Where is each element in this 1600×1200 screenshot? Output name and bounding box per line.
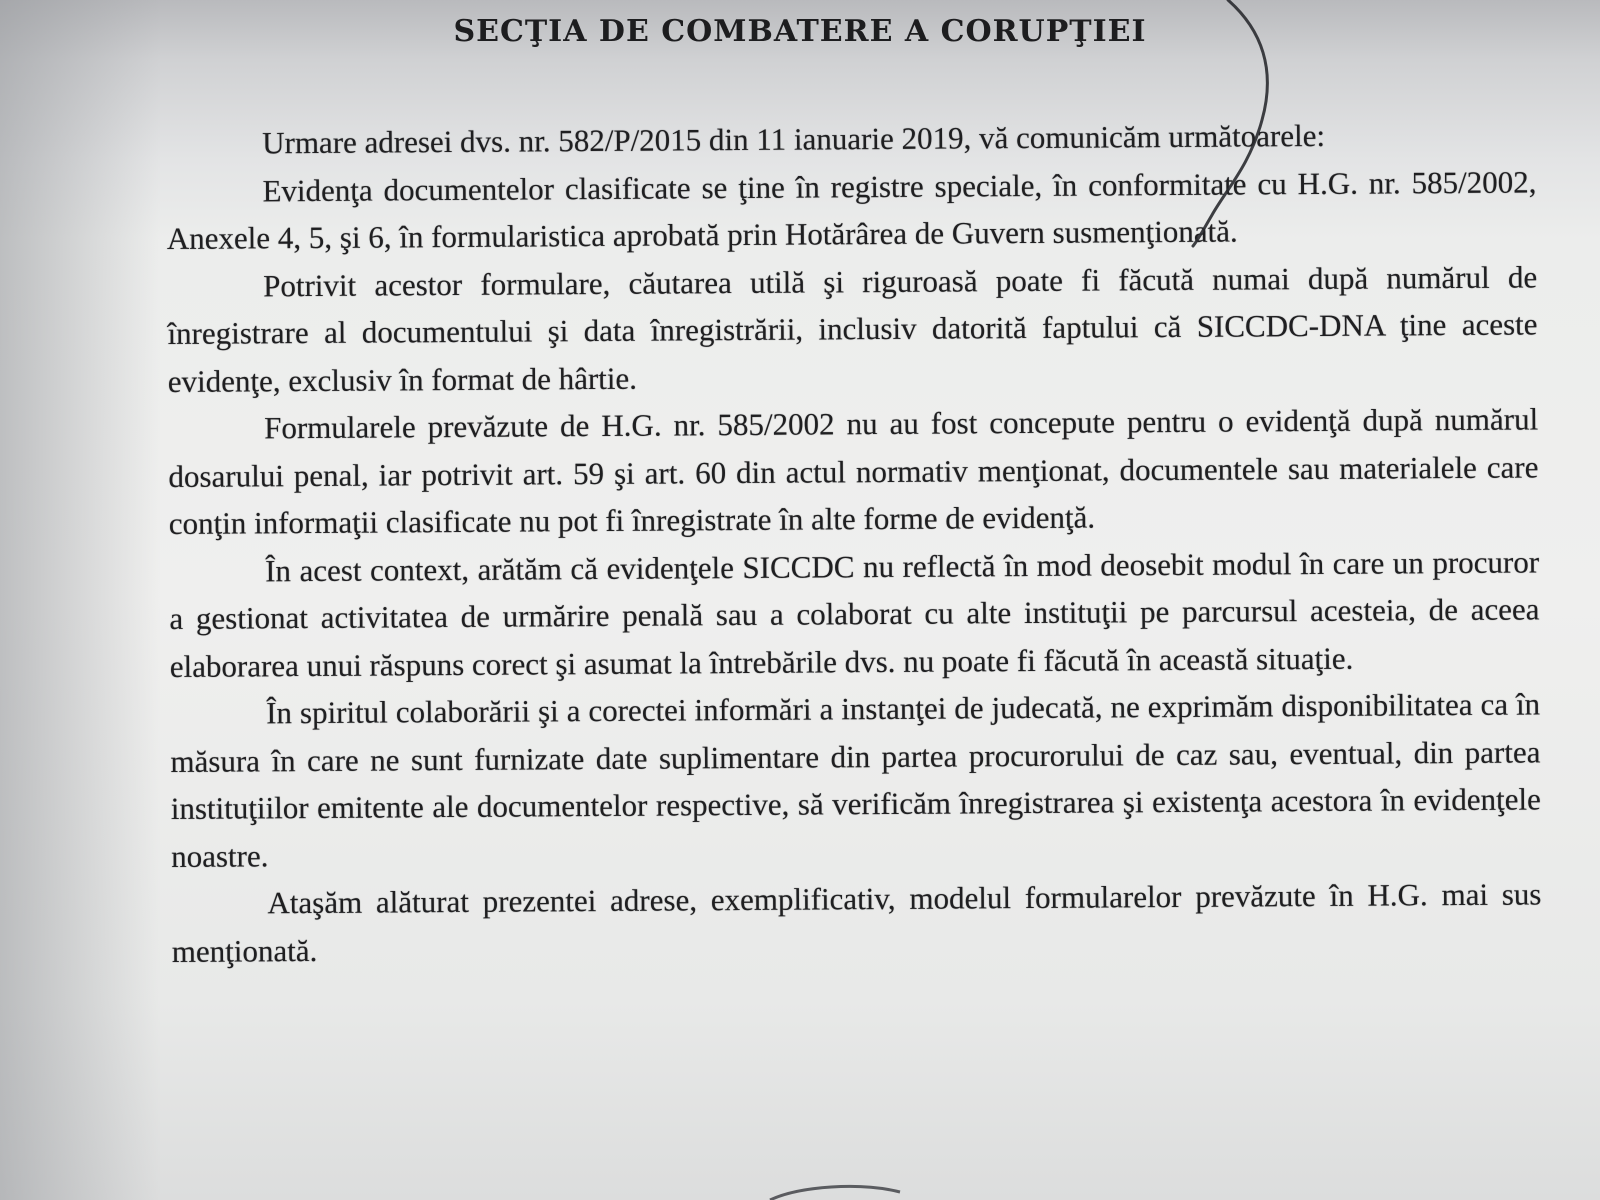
document-body — [166, 110, 1542, 975]
scan-shadow — [0, 0, 160, 1200]
paragraph-forms: Formularele prevăzute de H.G. nr. 585/2002 nu au fost concepute pentru o evidenţă după numărul dosarului penal, iar potrivit art. 59 şi art. 60 din actul normativ menţionat, documentele sau materialele care conţin informaţii clasificate nu pot fi înregistrate în alte forme de evidenţă. — [168, 401, 1539, 541]
paragraph-context: În acest context, arătăm că evidenţele SICCDC nu reflectă în mod deosebit modul în care un procuror a gestionat activitatea de urmărire penală sau a colaborat cu alte instituţii pe parcursul acesteia, de aceea elaborarea unui răspuns corect şi asumat la întrebările dvs. nu poate fi făcută în această situaţie. — [169, 543, 1540, 684]
paragraph-search: Potrivit acestor formulare, căutarea utilă şi riguroasă poate fi făcută numai după numărul de înregistrare al documentului şi data înregistrării, inclusiv datorită faptului că SICCDC-DNA ţine aceste evidenţe, exclusiv în format de hârtie. — [167, 258, 1538, 399]
paragraph-registry: Evidenţa documentelor clasificate se ţine în registre speciale, în conformitate cu H.G. nr. 585/2002, Anexele 4, 5, şi 6, în formularistica aprobată prin Hotărârea de Guvern susmenţionată. — [166, 163, 1537, 256]
paragraph-attachment: Ataşăm alăturat prezentei adrese, exemplificativ, modelul formularelor prevăzute în H.G. mai sus menţionată. — [171, 876, 1542, 969]
paragraph-collaboration: În spiritul colaborării şi a corectei informări a instanţei de judecată, ne exprimăm disponibilitatea ca în măsura în care ne sunt furnizate date suplimentare din partea procurorului de caz sau, eventual, din partea instituţiilor emitente ale documentelor respective, să verificăm înregistrarea şi existenţa acestora în evidenţele noastre. — [170, 686, 1541, 874]
document-title: SECŢIA DE COMBATERE A CORUPŢIEI — [453, 14, 1147, 49]
paragraph-intro: Urmare adresei dvs. nr. 582/P/2015 din 11 ianuarie 2019, vă comunicăm următoarele: — [262, 117, 1326, 161]
